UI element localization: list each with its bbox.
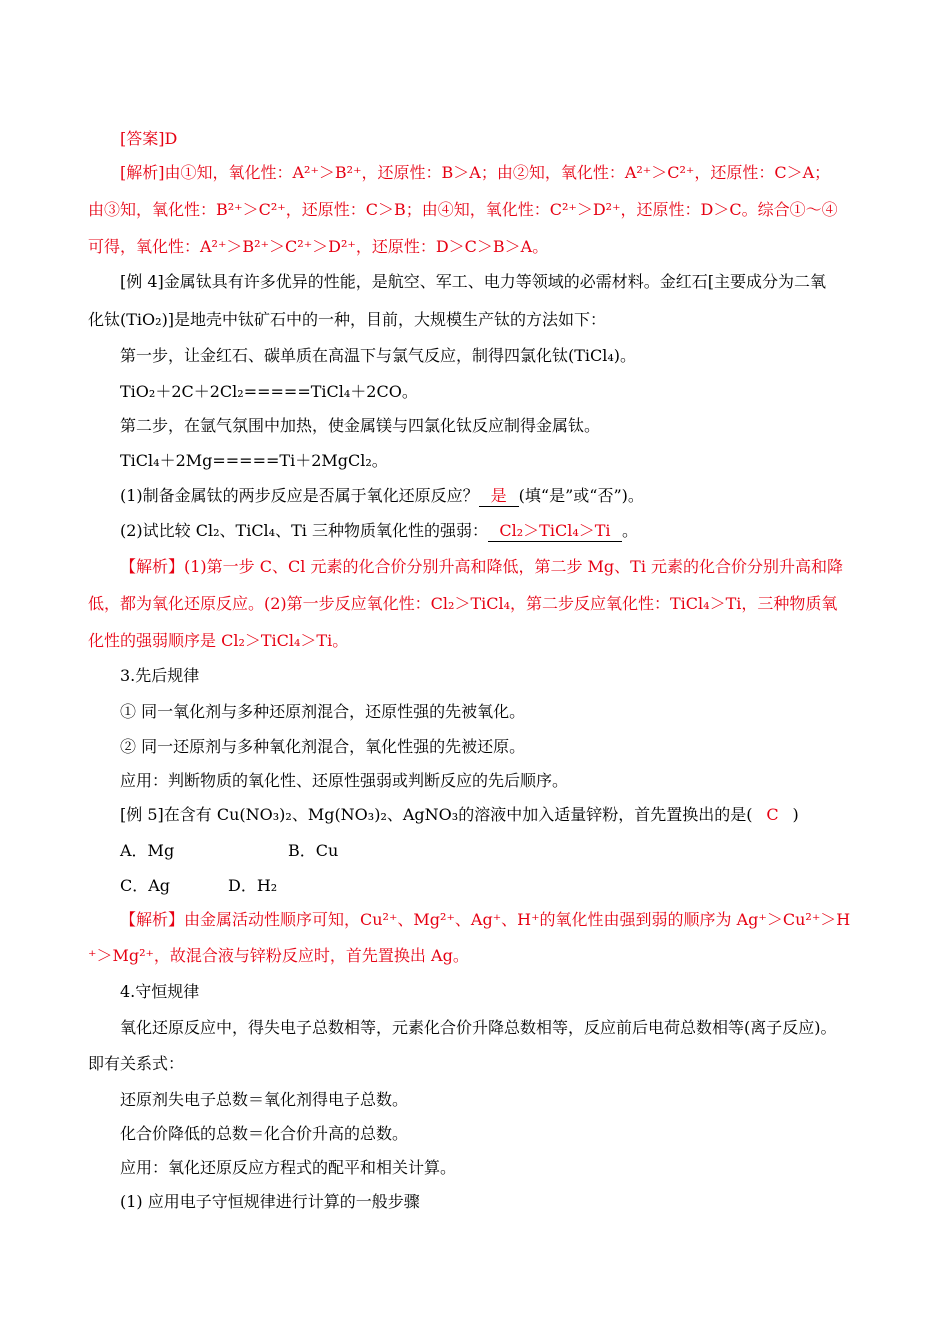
analysis-1-line-2: 由③知，氧化性：B²⁺＞C²⁺，还原性：C＞B；由④知，氧化性：C²⁺＞D²⁺，还原性：D＞C。综合①～④ [88, 200, 838, 219]
example-4-step-2: 第二步，在氩气氛围中加热，使金属镁与四氯化钛反应制得金属钛。 [120, 416, 601, 435]
example-4-step-1: 第一步，让金红石、碳单质在高温下与氯气反应，制得四氯化钛(TiCl₄)。 [120, 346, 637, 365]
rule-4-paragraph-line-1: 氧化还原反应中，得失电子总数相等，元素化合价升降总数相等，反应前后电荷总数相等(离子反应)。 [120, 1018, 837, 1037]
answer-label: [答案]D [120, 129, 178, 148]
rule-4-relation-1: 还原剂失电子总数＝氧化剂得电子总数。 [120, 1090, 409, 1109]
rule-3-title: 3.先后规律 [120, 666, 200, 685]
question-2-prefix: (2)试比较 Cl₂、TiCl₄、Ti 三种物质氧化性的强弱： [120, 521, 488, 540]
example-4-question-2 [120, 521, 638, 542]
question-1-suffix: (填“是”或“否”)。 [518, 486, 644, 505]
rule-3-item-2: ② 同一还原剂与多种氧化剂混合，氧化性强的先被还原。 [120, 737, 526, 756]
example-5-option-c: C．Ag [120, 876, 171, 895]
rule-4-step-title: (1) 应用电子守恒规律进行计算的一般步骤 [120, 1192, 420, 1211]
rule-4-title: 4.守恒规律 [120, 982, 200, 1001]
rule-4-relation-2: 化合价降低的总数＝化合价升高的总数。 [120, 1124, 409, 1143]
analysis-1-line-3: 可得，氧化性：A²⁺＞B²⁺＞C²⁺＞D²⁺，还原性：D＞C＞B＞A。 [88, 237, 549, 256]
question-2-suffix: 。 [621, 521, 638, 540]
rule-4-paragraph-line-2: 即有关系式： [88, 1054, 185, 1073]
example-5-analysis-line-2: ⁺＞Mg²⁺，故混合液与锌粉反应时，首先置换出 Ag。 [88, 946, 469, 965]
example-4-analysis-line-1: 【解析】(1)第一步 C、Cl 元素的化合价分别升高和降低，第二步 Mg、Ti 元素的化合价分别升高和降 [120, 557, 844, 576]
example-4-question-1 [120, 486, 644, 507]
example-5-option-b: B．Cu [288, 841, 339, 860]
example-4-line-2: 化钛(TiO₂)]是地壳中钛矿石中的一种，目前，大规模生产钛的方法如下： [88, 310, 607, 329]
example-5-option-d: D．H₂ [228, 876, 278, 895]
rule-3-item-1: ① 同一氧化剂与多种还原剂混合，还原性强的先被氧化。 [120, 702, 526, 721]
example-4-analysis-line-3: 化性的强弱顺序是 Cl₂＞TiCl₄＞Ti。 [88, 631, 349, 650]
analysis-1-line-1: [解析]由①知，氧化性：A²⁺＞B²⁺，还原性：B＞A；由②知，氧化性：A²⁺＞C²⁺，还原性：C＞A； [120, 163, 831, 182]
rule-4-application: 应用：氧化还原反应方程式的配平和相关计算。 [120, 1158, 457, 1177]
question-1-answer-blank: 是 [479, 486, 519, 507]
example-4-analysis-line-2: 低，都为氧化还原反应。(2)第一步反应氧化性：Cl₂＞TiCl₄，第二步反应氧化性：TiCl₄＞Ti，三种物质氧 [88, 594, 838, 613]
example-5-question-prefix: [例 5]在含有 Cu(NO₃)₂、Mg(NO₃)₂、AgNO₃的溶液中加入适量锌粉，首先置换出的是( [120, 805, 753, 824]
example-4-equation-1: TiO₂＋2C＋2Cl₂=====TiCl₄＋2CO。 [120, 382, 418, 401]
example-5-question [120, 805, 799, 825]
question-2-answer-blank: Cl₂＞TiCl₄＞Ti [488, 521, 622, 542]
example-4-equation-2: TiCl₄＋2Mg=====Ti＋2MgCl₂。 [120, 451, 388, 470]
example-5-answer: C [766, 805, 779, 824]
example-5-analysis-line-1: 【解析】由金属活动性顺序可知，Cu²⁺、Mg²⁺、Ag⁺、H⁺的氧化性由强到弱的顺序为 Ag⁺＞Cu²⁺＞H [120, 910, 851, 929]
example-5-question-suffix: ) [792, 805, 799, 824]
example-4-line-1: [例 4]金属钛具有许多优异的性能，是航空、军工、电力等领域的必需材料。金红石[主要成分为二氧 [120, 272, 826, 291]
rule-3-application: 应用：判断物质的氧化性、还原性强弱或判断反应的先后顺序。 [120, 771, 569, 790]
example-5-option-a: A．Mg [120, 841, 175, 860]
question-1-prefix: (1)制备金属钛的两步反应是否属于氧化还原反应？ [120, 486, 479, 505]
